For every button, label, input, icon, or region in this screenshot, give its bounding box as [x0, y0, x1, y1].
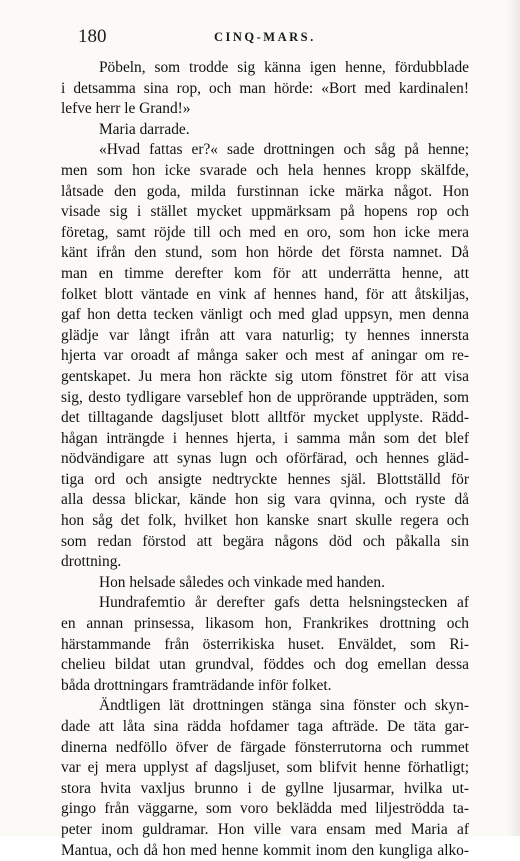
page-header	[72, 26, 492, 50]
text-line: låtsade den goda, milda furstinnan icke märka något. Hon	[61, 182, 469, 200]
text-line: sig, desto tydligare varseblef hon de upprörande uppträden, som	[61, 388, 469, 406]
page-edge-shadow	[506, 0, 520, 836]
text-line: Mantua, och då hon med henne kommit inom den kungliga alko-	[61, 841, 469, 859]
text-line: båda drottningars framträdande inför folket.	[61, 676, 332, 694]
text-line: hjerta var oroadt af många saker och mest af aningar om re-	[61, 347, 469, 365]
text-line: lefve herr le Grand!»	[61, 100, 191, 118]
running-head: CINQ-MARS.	[214, 30, 316, 44]
text-line: tiga ord och ansigte nedtryckte hennes själ. Blottställd för	[61, 470, 469, 488]
text-line: företag, samt röjde till och med en oro, som hon icke mera	[61, 223, 469, 241]
text-line: känt ifrån den stund, som hon hörde det första namnet. Då	[61, 244, 469, 262]
text-line: Ändtligen lät drottningen stänga sina fönster och skyn-	[99, 697, 469, 715]
text-line: man en timme derefter kom för att underrätta henne, att	[61, 264, 469, 282]
text-line: Maria darrade.	[99, 120, 190, 138]
text-line: en annan prinsessa, likasom hon, Frankrikes drottning och	[61, 615, 469, 633]
page-number: 180	[78, 26, 107, 47]
text-line: alla dessa blickar, kände hon sig vara qvinna, och ryste då	[61, 491, 469, 509]
text-line: dinerna nedföllo öfver de färgade fönsterrutorna och rummet	[61, 738, 469, 756]
text-line: glädje var långt ifrån att vara naturlig; ty hennes innersta	[61, 326, 469, 344]
text-line: Hon helsade således och vinkade med handen.	[99, 573, 385, 591]
text-line: stora hvita vaxljus brunno i de gyllne ljusarmar, hvilka ut-	[61, 779, 469, 797]
text-line: var ej mera upplyst af dagsljuset, som blifvit henne förhatligt;	[61, 759, 469, 777]
text-line: folket blott väntade en vink af hennes hand, för att åtskiljas,	[61, 285, 469, 303]
text-line: Pöbeln, som trodde sig känna igen henne, fördubblade	[99, 59, 469, 76]
text-line: gentskapet. Ju mera hon räckte sig utom fönstret för att visa	[61, 367, 469, 385]
text-line: chelieu bildat utan grundval, föddes och dog emellan dessa	[61, 656, 469, 674]
text-line: visade sig i stället mycket uppmärksam på hopens rop och	[61, 203, 469, 221]
body-text	[61, 58, 469, 861]
text-line: gaf hon detta tecken vänligt och med glad uppsyn, men denna	[61, 306, 469, 324]
text-line: «Hvad fattas er?« sade drottningen och såg på henne;	[99, 141, 469, 159]
text-line: härstammande från österrikiska huset. Enväldet, som Ri-	[61, 635, 469, 653]
text-line: i detsamma sina rop, och man hörde: «Bort med kardinalen!	[61, 79, 469, 97]
text-line: peter inom guldramar. Hon ville vara ensam med Maria af	[61, 820, 469, 838]
text-line: drottning.	[61, 553, 122, 571]
text-line: men som hon icke svarade och hela hennes kropp skälfde,	[61, 161, 469, 179]
text-line: gingo från väggarne, som voro beklädda med liljeströdda ta-	[61, 800, 469, 818]
text-line: dade att låta sina rädda hofdamer taga afträde. De täta gar-	[61, 718, 469, 735]
text-line: det tilltagande dagsljuset blott alltför mycket upplyste. Rädd-	[61, 409, 469, 427]
text-line: hon såg det folk, hvilket hon kanske snart skulle regera och	[61, 512, 469, 530]
text-line: som redan förstod att begära någons död och påkalla sin	[61, 532, 469, 550]
text-line: Hundrafemtio år derefter gafs detta helsningstecken af	[99, 594, 469, 612]
text-line: hågan inträngde i hennes hjerta, i samma mån som det blef	[61, 429, 469, 447]
text-line: nödvändigare att synas lugn och oförfärad, och hennes gläd-	[61, 450, 469, 468]
